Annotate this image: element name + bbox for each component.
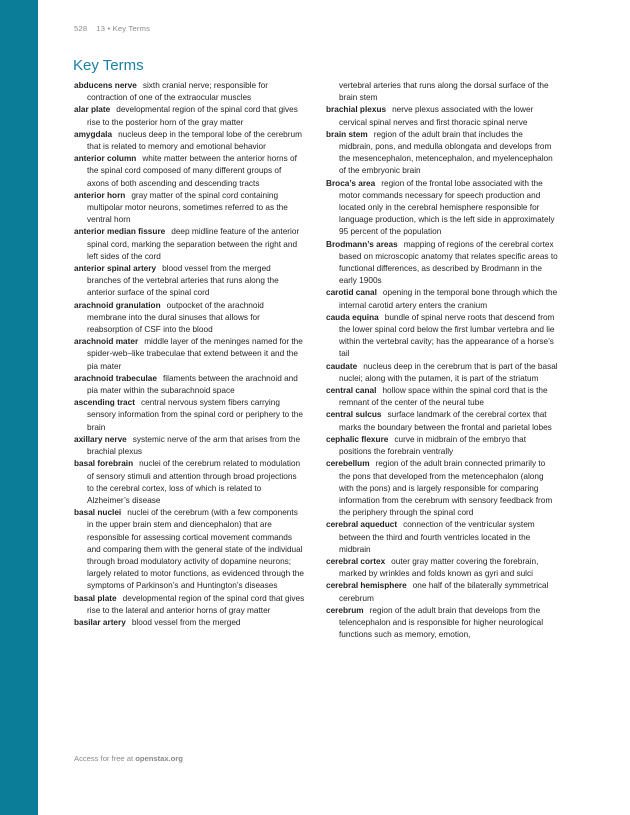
glossary-definition: region of the adult brain that develops from the telencephalon and is responsible for higher neurological functions such as memory, emotion, <box>339 605 544 640</box>
glossary-definition: outer gray matter covering the forebrain, marked by wrinkles and folds known as gyri and sulci <box>339 556 539 579</box>
glossary-entry <box>74 336 305 373</box>
glossary-entry <box>326 434 558 458</box>
glossary-term: brachial plexus <box>326 105 387 115</box>
glossary-entry <box>326 239 558 288</box>
glossary-term: abducens nerve <box>74 81 137 90</box>
glossary-term: cephalic flexure <box>326 434 389 444</box>
glossary-term: anterior spinal artery <box>74 264 157 274</box>
glossary-term: cerebral aqueduct <box>326 520 398 530</box>
glossary-entry <box>326 605 558 642</box>
glossary-definition: region of the adult brain that includes the midbrain, pons, and medulla oblongata and develops from the mesencephalon, metencephalon, and myelencephalon of the embryonic brain <box>339 129 553 176</box>
glossary-term: carotid canal <box>326 288 377 298</box>
glossary-entry <box>74 434 305 458</box>
glossary-definition: deep midline feature of the anterior spinal cord, marking the separation between the right and left sides of the cord <box>87 227 300 261</box>
glossary-entry <box>74 104 305 128</box>
glossary-entry <box>326 458 558 519</box>
glossary-term: arachnoid mater <box>74 337 139 347</box>
glossary-entry <box>74 458 305 507</box>
glossary-entry <box>326 129 558 178</box>
glossary-definition: central nervous system fibers carrying sensory information from the spinal cord or periphery to the brain <box>87 398 303 432</box>
glossary-definition: middle layer of the meninges named for the spider-web–like trabeculae that extend between it and the pia mater <box>87 337 303 371</box>
footer <box>74 754 183 763</box>
glossary-definition: developmental region of the spinal cord that gives rise to the posterior horn of the gray matter <box>87 105 298 127</box>
glossary-term: arachnoid trabeculae <box>74 373 157 383</box>
glossary-entry <box>326 385 558 409</box>
glossary-definition: nucleus deep in the temporal lobe of the cerebrum that is related to memory and emotional behavior <box>87 129 302 152</box>
glossary-entry <box>74 226 305 263</box>
glossary-entry <box>326 556 558 580</box>
glossary-definition: hollow space within the spinal cord that is the remnant of the center of the neural tube <box>339 386 548 408</box>
glossary-definition: opening in the temporal bone through which the internal carotid artery enters the cranium <box>339 288 558 310</box>
glossary-term: central sulcus <box>326 410 382 420</box>
glossary-term: cauda equina <box>326 312 379 322</box>
glossary-entry <box>326 580 558 604</box>
glossary-entry <box>74 263 305 300</box>
glossary-entry <box>326 287 558 311</box>
glossary-definition: developmental region of the spinal cord that gives rise to the lateral and anterior horns of gray matter <box>87 593 305 615</box>
glossary-definition: filaments between the arachnoid and pia mater within the subarachnoid space <box>87 373 298 396</box>
glossary-definition: white matter between the anterior horns of the spinal cord composed of many different groups of axons of both ascending and descending tracts <box>87 154 297 188</box>
glossary-entry <box>74 129 305 153</box>
glossary-entry <box>74 507 305 592</box>
glossary-term: cerebellum <box>326 459 370 469</box>
glossary-entry <box>74 190 305 227</box>
glossary-term: cerebral cortex <box>326 556 386 566</box>
glossary-term: Brodmann’s areas <box>326 239 398 249</box>
glossary-definition: bundle of spinal nerve roots that descend from the lower spinal cord below the first lumbar vertebra and lie within the vertebral cavity; has the appearance of a horse’s tail <box>339 312 555 359</box>
page-number: 528 <box>74 24 88 33</box>
glossary-entry <box>326 104 558 128</box>
glossary-term: alar plate <box>74 105 111 115</box>
glossary-entry <box>74 397 305 434</box>
glossary-entry <box>74 153 305 190</box>
glossary-term: cerebrum <box>326 605 364 615</box>
glossary-definition: region of the adult brain connected primarily to the pons that developed from the metencephalon (along with the pons) and is largely responsible for comparing information from the cerebrum with sensory feedback from the periphery through the spinal cord <box>339 459 553 518</box>
glossary-entry <box>326 178 558 239</box>
glossary-term: central canal <box>326 386 377 396</box>
glossary-term: ascending tract <box>74 398 135 408</box>
right-column <box>326 80 558 641</box>
glossary-definition: blood vessel from the merged <box>131 617 241 627</box>
glossary-entry <box>74 373 305 397</box>
glossary-entry <box>326 519 558 556</box>
glossary-definition: gray matter of the spinal cord containing multipolar motor neurons, sometimes referred to as the ventral horn <box>87 190 288 225</box>
glossary-definition: nuclei of the cerebrum related to modulation of sensory stimuli and attention through broad projections to the cerebral cortex, loss of which is related to Alzheimer’s disease <box>87 459 301 505</box>
glossary-term: basal plate <box>74 593 117 603</box>
glossary-definition: systemic nerve of the arm that arises from the brachial plexus <box>87 434 301 457</box>
glossary-entry <box>74 300 305 337</box>
glossary-term: cerebral hemisphere <box>326 581 407 591</box>
glossary-term: caudate <box>326 361 358 371</box>
glossary-entry <box>326 361 558 385</box>
glossary-term: basal forebrain <box>74 459 134 469</box>
glossary-term: brain stem <box>326 129 368 139</box>
side-color-bar <box>0 0 38 815</box>
glossary-definition: mapping of regions of the cerebral cortex based on microscopic anatomy that relates specific areas to functional differences, as described by Brodmann in the early 1900s <box>339 239 558 286</box>
glossary-definition: region of the frontal lobe associated with the motor commands necessary for speech production and located only in the cerebral hemisphere responsible for language production, which is the left side in approximately 95 percent of the population <box>339 178 555 237</box>
glossary-entry <box>326 409 558 433</box>
glossary-definition: sixth cranial nerve; responsible for contraction of one of the extraocular muscles <box>87 81 269 103</box>
footer-site-link[interactable]: openstax.org <box>135 754 183 763</box>
chapter-label: 13 • Key Terms <box>96 24 151 33</box>
left-column <box>74 80 305 629</box>
glossary-definition: nucleus deep in the cerebrum that is part of the basal nuclei; along with the putamen, it is part of the striatum <box>339 361 558 383</box>
footer-prefix: Access for free at <box>74 754 136 763</box>
glossary-definition: surface landmark of the cerebral cortex that marks the boundary between the frontal and parietal lobes <box>339 410 552 432</box>
glossary-entry <box>74 80 305 104</box>
running-header <box>74 24 150 33</box>
glossary-term: basal nuclei <box>74 508 122 518</box>
glossary-term: Broca’s area <box>326 178 376 188</box>
glossary-definition: nuclei of the cerebrum (with a few components in the upper brain stem and diencephalon) that are responsible for assessing cortical movement commands and comparing them with the general state of the individual through broad modulatory activity of dopamine neurons; largely related to motor functions, as evidenced through the symptoms of Parkinson’s and Huntington’s diseases <box>87 508 304 591</box>
glossary-entry <box>326 312 558 361</box>
glossary-definition: nerve plexus associated with the lower cervical spinal nerves and first thoracic spinal nerve <box>339 105 534 127</box>
glossary-definition: outpocket of the arachnoid membrane into the dural sinuses that allows for reabsorption of CSF into the blood <box>87 300 264 335</box>
glossary-definition: one half of the bilaterally symmetrical cerebrum <box>339 581 549 603</box>
glossary-definition: blood vessel from the merged branches of the vertebral arteries that runs along the anterior surface of the spinal cord <box>87 264 279 298</box>
section-title: Key Terms <box>73 57 144 74</box>
glossary-term: axillary nerve <box>74 434 127 444</box>
glossary-entry <box>74 593 305 617</box>
glossary-term: anterior horn <box>74 190 126 200</box>
glossary-definition: curve in midbrain of the embryo that positions the forebrain ventrally <box>339 434 526 457</box>
glossary-term: amygdala <box>74 129 113 139</box>
glossary-term: arachnoid granulation <box>74 300 161 310</box>
glossary-term: anterior column <box>74 154 137 164</box>
glossary-term: anterior median fissure <box>74 227 166 237</box>
glossary-term: basilar artery <box>74 617 126 627</box>
glossary-entry <box>74 617 305 629</box>
glossary-definition: connection of the ventricular system between the third and fourth ventricles located in the midbrain <box>339 520 535 554</box>
continued-definition: vertebral arteries that runs along the dorsal surface of the brain stem <box>339 81 549 103</box>
